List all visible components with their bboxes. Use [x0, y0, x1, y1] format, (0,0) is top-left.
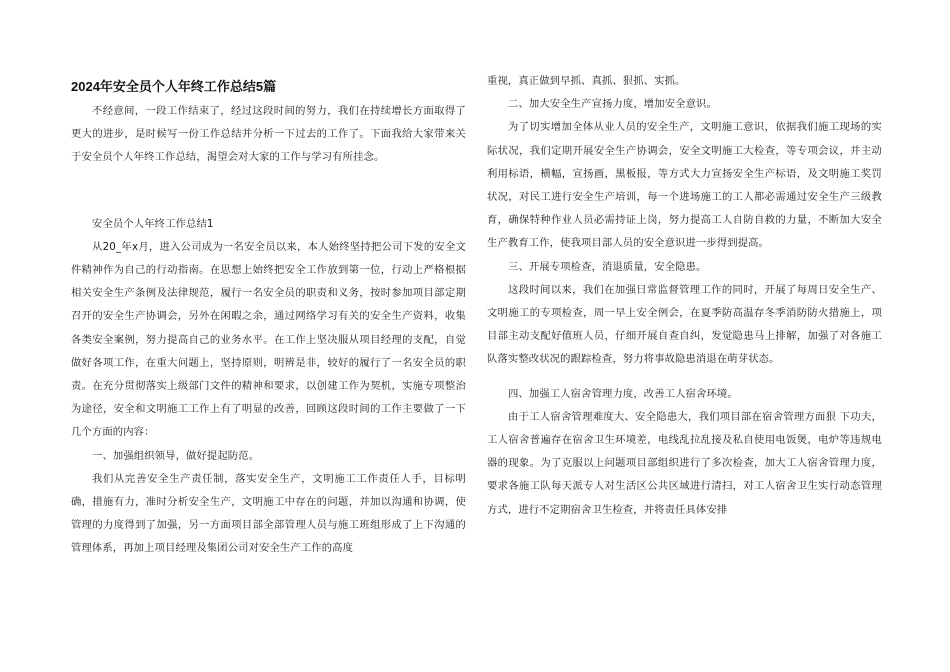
section-heading: 安全员个人年终工作总结1 [92, 217, 214, 230]
body-paragraph-continued: 重视，真正做到早抓、真抓、狠抓、实抓。 [487, 75, 686, 87]
body-paragraph: 从20_年x月，进入公司成为一名安全员以来，本人始终坚持把公司下发的安全文件精神作为自己的行动指南。在思想上始终把安全工作放到第一位，行动上严格根据相关安全生产条例及法律规范，履行一名安全员的职责和义务，按时参加项目部定期召开的安全生产协调会，另外在闲暇之余，通过网络学习有关的安全生产资料，收集各类安全案例，努力提高自己的业务水平。在工作上坚决服从项目经理的支配，自觉做好各项工作，在重大问题上，坚持原则，明辨是非，较好的履行了一名安全员的职责。在充分贯彻落实上级部门文件的精神和要求，以创建工作为契机，实施专项整治为途径，安全和文明施工工作上有了明显的改善，回顾这段时间的工作主要做了一下几个方面的内容： [71, 240, 466, 439]
subsection-heading: 四、加强工人宿舍管理力度，改善工人宿舍环境。 [508, 387, 738, 400]
body-paragraph: 由于工人宿舍管理难度大、安全隐患大，我们项目部在宿舍管理方面狠 下功夫，工人宿舍普遍存在宿舍卫生环境差，电线乱拉乱接及私自使用电饭煲，电炉等违规电器的现象。为了克服以上问题项目部组织进行了多次检查，加大工人宿舍管理力度，要求各施工队每天派专人对生活区公共区域进行清扫，对工人宿舍卫生实行动态管理方式，进行不定期宿舍卫生检查，并将责任具体安排 [487, 410, 882, 516]
body-paragraph: 为了切实增加全体从业人员的安全生产，文明施工意识，依据我们施工现场的实际状况，我们定期开展安全生产协调会，安全文明施工大检查，等专项会议，并主动利用标语，横幅，宣扬画，黑板报，等方式大力宣扬安全生产标语，及文明施工奖罚状况，对民工进行安全生产培训，每一个进场施工的工人都必需通过安全生产三级教育，确保特种作业人员必需持证上岗，努力提高工人自防自救的力量，不断加大安全生产教育工作，使我项目部人员的安全意识进一步得到提高。 [487, 121, 882, 250]
subsection-heading: 一、加强组织领导，做好提起防范。 [92, 449, 260, 462]
document-title: 2024年安全员个人年终工作总结5篇 [71, 79, 277, 94]
body-paragraph: 我们从完善安全生产责任制，落实安全生产，文明施工工作责任人手，目标明确，措施有力，准时分析安全生产，文明施工中存在的问题，并加以沟通和协调，使管理的力度得到了加强，另一方面项目部全部管理人员与施工班组形成了上下沟通的管理体系，再加上项目经理及集团公司对安全生产工作的高度 [71, 472, 466, 555]
spacer [487, 372, 882, 383]
subsection-heading: 三、开展专项检查，消退质量，安全隐患。 [508, 260, 707, 273]
intro-paragraph: 不经意间，一段工作结束了，经过这段时间的努力，我们在持续增长方面取得了更大的进步，是时候写一份工作总结并分析一下过去的工作了。下面我给大家带来关于安全员个人年终工作总结，渴望会对大家的工作与学习有所挂念。 [71, 105, 466, 164]
left-column [71, 70, 466, 561]
subsection-heading: 二、加大安全生产宣扬力度，增加安全意识。 [508, 98, 717, 111]
right-column [487, 70, 882, 522]
body-paragraph: 这段时间以来，我们在加强日常监督管理工作的同时，开展了每周日安全生产、文明施工的专项检查，周一早上安全例会，在夏季防高温存冬季消防防火措施上，项目部主动支配好值班人员，仔细开展自查自纠，发觉隐患马上排解，加强了对各施工队落实整改状况的跟踪检查，努力将事故隐患消退在萌芽状态。 [487, 283, 882, 366]
spacer [71, 170, 466, 213]
